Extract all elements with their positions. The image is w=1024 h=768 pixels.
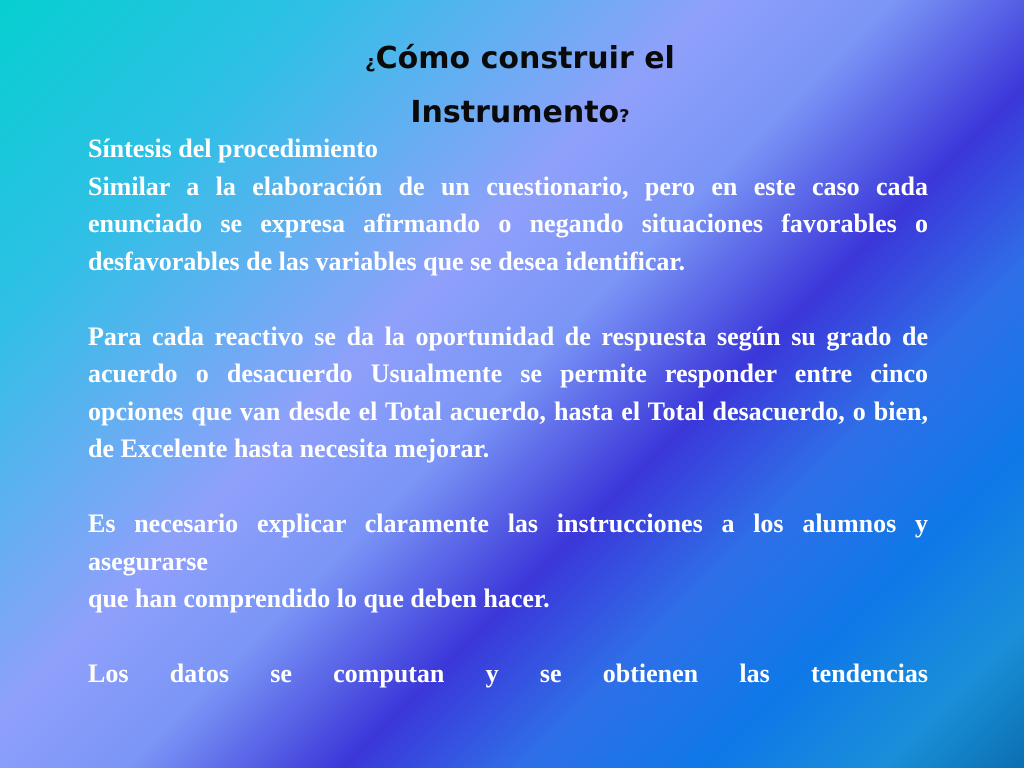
paragraph-1: Similar a la elaboración de un cuestionario, pero en este caso cada enunciado se expresa afirmando o negando situaciones favorables o desfavorables de las variables que se desea identificar. xyxy=(88,171,928,276)
section-subtitle: Síntesis del procedimiento xyxy=(88,134,378,163)
title-line2: Instrumento xyxy=(410,95,620,130)
paragraph-gap xyxy=(88,280,928,318)
slide-title xyxy=(300,34,740,142)
title-line1: Cómo construir el xyxy=(375,41,675,76)
paragraph-2: Para cada reactivo se da la oportunidad de respuesta según su grado de acuerdo o desacuerdo Usualmente se permite responder entre cinco opciones que van desde el Total acuerdo, hasta el Total desacuerdo, o bien, de Excelente hasta necesita mejorar. xyxy=(88,321,928,463)
paragraph-3-line-1: Es necesario explicar claramente las instrucciones a los alumnos y asegurarse xyxy=(88,509,928,576)
paragraph-gap xyxy=(88,468,928,506)
slide-body xyxy=(88,130,928,693)
paragraph-4: Los datos se computan y se obtienen las tendencias xyxy=(88,659,928,688)
title-open-mark: ¿ xyxy=(365,52,376,73)
title-close-mark: ? xyxy=(619,106,630,127)
paragraph-gap xyxy=(88,618,928,656)
paragraph-3-line-2: que han comprendido lo que deben hacer. xyxy=(88,584,550,613)
